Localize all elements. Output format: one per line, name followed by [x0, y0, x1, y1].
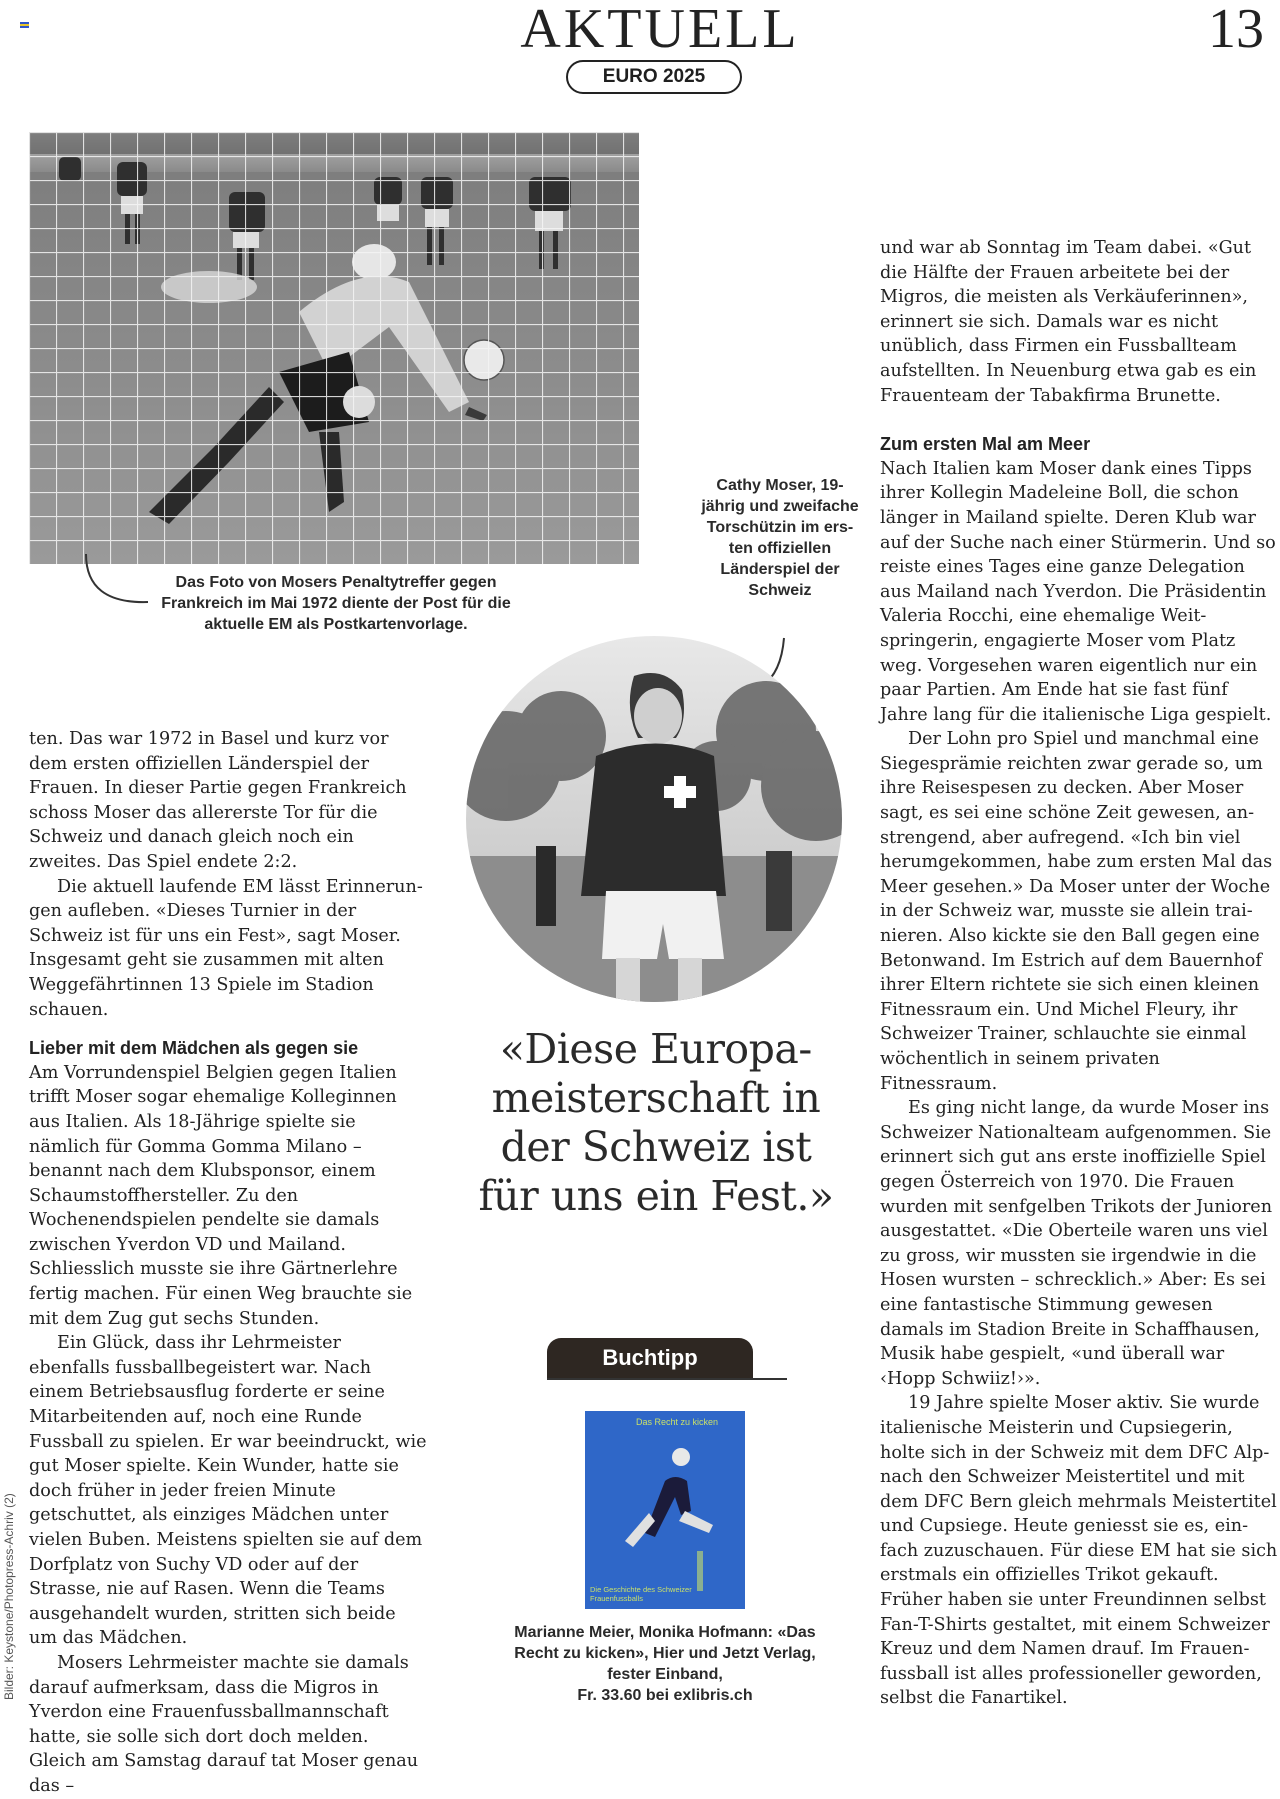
book-cover: [585, 1411, 745, 1609]
left-column: [29, 727, 427, 1799]
paragraph: 19 Jahre spielte Moser aktiv. Sie wurde italienische Meisterin und Cupsiegerin, holte sich in der Schweiz mit dem DFC Alpnach den Schweizer Meistertitel und mit dem DFC Bern gleich mehrmals Meistertitel und Cupsiege. Heute geniesst sie es, einfach zuzuschauen. Für diese EM hat sie sich erstmals ein offizielles Trikot gekauft. Früher haben sie unter Freundinnen selbst Fan-T-Shirts gestaltet, mit einem Schweizer Kreuz und dem Namen drauf. Im Frauenfussball ist alles professioneller geworden, selbst die Fanartikel.: [880, 1393, 1278, 1709]
book-cover-subtitle: Die Geschichte des Schweizer Frauenfussballs: [590, 1585, 692, 1603]
right-column: [880, 236, 1278, 1711]
flag-icon: [20, 22, 29, 28]
euro-badge: EURO 2025: [566, 60, 742, 94]
book-caption: [505, 1622, 825, 1706]
paragraph: Nach Italien kam Moser dank eines Tipps ihrer Kollegin Madeleine Boll, die schon länger in Mailand spielte. Deren Klub war auf der Suche nach einer Stürmerin. Und so reiste eines Tages eine ganze Delegation aus Mailand nach Yverdon. Die Präsidentin Valeria Rocchi, eine ehemalige Weitspringerin, engagierte Moser vom Platz weg. Vorgesehen waren eigentlich nur ein paar Partien. Am Ende hat sie fast fünf Jahre lang für die italienische Liga gespielt.: [880, 458, 1276, 725]
paragraph: und war ab Sonntag im Team dabei. «Gut die Hälfte der Frauen arbeitete bei der Migros, die meisten als Verkäuferinnen», erinnert sie sich. Damals war es nicht unüblich, dass Firmen ein Fussballteam aufstellten. In Neuenburg etwa gab es ein Frauenteam der Tabakfirma Brunette.: [880, 238, 1257, 406]
paragraph: Am Vorrundenspiel Belgien gegen Italien trifft Moser sogar ehemalige Kolleginnen aus Italien. Als 18-Jährige spielte sie nämlich für Gomma Gomma Milano – benannt nach dem Klubsponsor, einem Schaumstoffhersteller. Zu den Wochenendspielen pendelte sie damals zwischen Yverdon VD und Mailand. Schliesslich musste sie ihre Gärtnerlehre fertig machen. Für einen Weg brauchte sie mit dem Zug gut sechs Stunden.: [29, 1062, 413, 1329]
subheading: Lieber mit dem Mädchen als gegen sie: [29, 1038, 359, 1059]
book-cover-title: Das Recht zu kicken: [636, 1417, 719, 1427]
book-details: Marianne Meier, Monika Hofmann: «Das Recht zu kicken», Hier und Jetzt Verlag, fester Einband,: [514, 1624, 816, 1683]
page-number: 13: [1208, 0, 1264, 60]
paragraph: Es ging nicht lange, da wurde Moser ins Schweizer Nationalteam aufgenommen. Sie erinnert sich gut ans erste inoffizielle Spiel gegen Österreich von 1970. Die Frauen wurden mit senfgelben Trikots der Junioren ausgestattet. «Die Oberteile waren uns viel zu gross, wir mussten sie irgendwie in die Hosen wursten – schrecklich.» Aber: Es sei eine fantastische Stimmung gewesen damals im Stadion Breite in Schaffhausen, Musik habe gespielt, «und überall war ‹Hopp Schwiiz!›».: [880, 1098, 1273, 1389]
pull-quote: «Diese Europameisterschaft in der Schweiz ist für uns ein Fest.»: [478, 1025, 834, 1220]
paragraph: ten. Das war 1972 in Basel und kurz vor dem ersten offiziellen Länderspiel der Frauen. In dieser Partie gegen Frankreich schoss Moser das allererste Tor für die Schweiz und danach gleich noch ein zweites. Das Spiel endete 2:2.: [29, 729, 407, 872]
section-title: AKTUELL: [520, 0, 800, 60]
portrait-photo: [466, 636, 842, 1002]
paragraph: Die aktuell laufende EM lässt Erinnerungen aufleben. «Dieses Turnier in der Schweiz ist für uns ein Fest», sagt Moser. Insgesamt geht sie zusammen mit alten Weggefährtinnen 13 Spiele im Stadion schauen.: [29, 876, 423, 1020]
divider: [547, 1378, 787, 1380]
paragraph: Der Lohn pro Spiel und manchmal eine Siegesprämie reichten zwar gerade so, um ihre Reisespesen zu decken. Aber Moser sagt, es sei eine schöne Zeit gewesen, anstrengend, aber aufregend. «Ich bin viel herumgekommen, habe zum ersten Mal das Meer gesehen.» Da Moser unter der Woche in der Schweiz war, musste sie allein trainieren. Also kickte sie den Ball gegen eine Betonwand. Im Estrich auf dem Bauernhof ihrer Eltern richtete sie sich einen kleinen Fitnessraum ein. Und Michel Fleury, ihr Schweizer Trainer, schlauchte sie einmal wöchentlich in seinem privaten Fitnessraum.: [880, 729, 1273, 1094]
book-price: Fr. 33.60: [577, 1687, 642, 1704]
penalty-photo: [29, 132, 639, 564]
paragraph: Ein Glück, dass ihr Lehrmeister ebenfalls fussballbegeistert war. Nach einem Betriebsausflug forderte er seine Mitarbeitenden auf, noch eine Runde Fussball zu spielen. Er war beeindruckt, wie gut Moser spielte. Kein Wunder, hatte sie doch früher in jeder freien Minute getschuttet, als einziges Mädchen unter vielen Buben. Meistens spielten sie auf dem Dorfplatz von Suchy VD oder auf der Strasse, nie auf Rasen. Wenn die Teams ausgehandelt wurden, stritten sich beide um das Mädchen.: [29, 1333, 427, 1649]
main-photo-caption: Das Foto von Mosers Penaltytreffer gegen Frankreich im Mai 1972 diente der Post für die aktuelle EM als Postkartenvorlage.: [161, 574, 511, 633]
book-tip-tab: Buchtipp: [547, 1338, 753, 1378]
paragraph: Mosers Lehrmeister machte sie damals darauf aufmerksam, dass die Migros in Yverdon eine Frauenfussballmannschaft hatte, sie solle sich dort doch melden. Gleich am Samstag darauf tat Moser genau das –: [29, 1652, 419, 1796]
photo-credit: Bilder: Keystone/Photopress-Achriv (2): [2, 1493, 16, 1700]
portrait-caption: Cathy Moser, 19-jährig und zweifache Torschützin im ersten offiziellen Länderspiel der Schweiz: [701, 477, 859, 599]
subheading: Zum ersten Mal am Meer: [880, 434, 1091, 455]
book-shop: bei exlibris.ch: [645, 1687, 753, 1704]
